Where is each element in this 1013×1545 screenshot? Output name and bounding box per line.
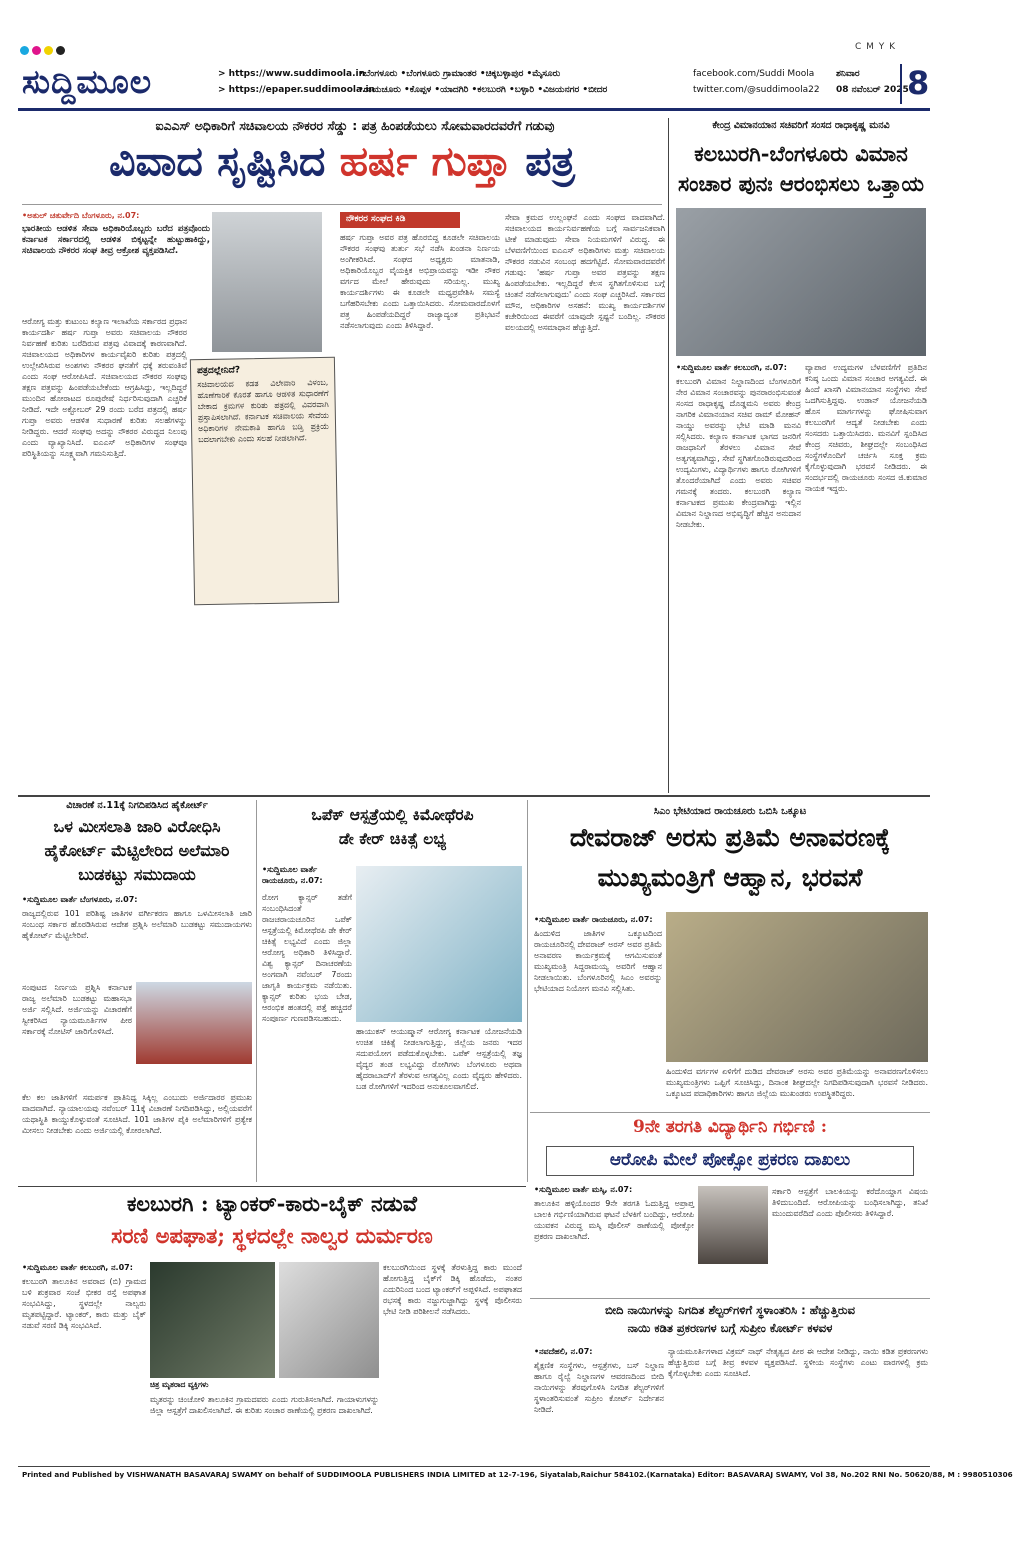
story4-text-1: ರೋಗ ಕ್ಯಾನ್ಸರ್ ತಡೆಗೆ ಸಂಬಂಧಿಸಿದಂತೆ ರಾಜಚರಾಯಚೂರಿನ ಒಪೆಕ್ ಆಸ್ಪತ್ರೆಯಲ್ಲಿ ಕಿಮೋಥೆರಪಿ ಡೇ ಕೇರ್ ಚಿಕಿತ್ಸೆ ಲಭ್ಯವಿದೆ ಎಂದು ಜಿಲ್ಲಾ ಆರೋಗ್ಯ ಅಧಿಕಾರಿ ತಿಳಿಸಿದ್ದಾರೆ. ವಿಶ್ವ ಕ್ಯಾನ್ಸರ್ ದಿನಾಚರಣೆಯ ಅಂಗವಾಗಿ ನವೆಂಬರ್ 7ರಂದು ಜಾಗೃತಿ ಕಾರ್ಯಕ್ರಮ ನಡೆಯಿತು. ಕ್ಯಾನ್ಸರ್ ಕುರಿತು ಭಯ ಬೇಡ, ಆರಂಭಿಕ ಹಂತದಲ್ಲಿ ಪತ್ತೆ ಹಚ್ಚಿದರೆ ಸಂಪೂರ್ಣ ಗುಣಪಡಿಸಬಹುದು.	[262, 893, 352, 1023]
editions-line-2: •ರಾಯಚೂರು •ಕೊಪ್ಪಳ •ಯಾದಗಿರಿ •ಕಲಬುರಗಿ •ಬಳ್ಳಾರಿ •ವಿಜಯನಗರ •ಬೀದರ	[358, 85, 608, 95]
story7-text-2: ಕಲಬುರಗಿಯಿಂದ ಸ್ಥಳಕ್ಕೆ ತೆರಳುತ್ತಿದ್ದ ಕಾರು ಮುಂದೆ ಹೋಗುತ್ತಿದ್ದ ಬೈಕ್‌ಗೆ ಡಿಕ್ಕಿ ಹೊಡೆದು, ನಂತರ ಎದುರಿನಿಂದ ಬಂದ ಟ್ಯಾಂಕರ್‌ಗೆ ಅಪ್ಪಳಿಸಿದೆ. ಅಪಘಾತದ ರಭಸಕ್ಕೆ ಕಾರು ನಜ್ಜುಗುಜ್ಜಾಗಿದ್ದು ಸ್ಥಳಕ್ಕೆ ಪೊಲೀಸರು ಭೇಟಿ ನೀಡಿ ಪರಿಶೀಲನೆ ನಡೆಸಿದರು.	[383, 1263, 522, 1316]
story2-photo	[676, 208, 926, 356]
story4-text-2: ಹಾಯುಕಸ್ ಆಯುಷ್ಮಾನ್ ಆರೋಗ್ಯ ಕರ್ನಾಟಕ ಯೋಜನೆಯಡಿ ಉಚಿತ ಚಿಕಿತ್ಸೆ ನೀಡಲಾಗುತ್ತಿದ್ದು, ಜಿಲ್ಲೆಯ ಜನರು ಇದರ ಸದುಪಯೋಗ ಪಡೆದುಕೊಳ್ಳಬೇಕು. ಒಪೆಕ್ ಆಸ್ಪತ್ರೆಯಲ್ಲಿ ತಜ್ಞ ವೈದ್ಯರ ತಂಡ ಲಭ್ಯವಿದ್ದು ರೋಗಿಗಳು ಬೆಂಗಳೂರು ಅಥವಾ ಹೈದರಾಬಾದ್‌ಗೆ ತೆರಳುವ ಅಗತ್ಯವಿಲ್ಲ ಎಂದು ವೈದ್ಯರು ಹೇಳಿದರು. ಬಡ ರೋಗಿಗಳಿಗೆ ಇದರಿಂದ ಅನುಕೂಲವಾಗಲಿದೆ.	[356, 1027, 522, 1091]
story7-caption: ಚಿತ್ರ ಮೃತರಾದ ವ್ಯಕ್ತಿಗಳು	[150, 1380, 209, 1389]
story4-photo	[356, 866, 522, 1022]
story1-kicker: ಐಎಎಸ್ ಅಧಿಕಾರಿಗೆ ಸಚಿವಾಲಯ ನೌಕರರ ಸೆಡ್ಡು : ಪತ್ರ ಹಿಂಪಡೆಯಲು ಸೋಮವಾರದವರೆಗೆ ಗಡುವು	[155, 118, 555, 133]
story1-headline-a: ವಿವಾದ ಸೃಷ್ಟಿಸಿದ	[109, 137, 340, 185]
story3-highcourt-photo	[136, 982, 252, 1064]
section-rule	[18, 1186, 526, 1187]
story1-sidebar-tag: ನೌಕರರ ಸಂಘದ ಕಿಡಿ	[340, 212, 460, 228]
story5-kicker: ಸಿಎಂ ಭೇಟಿಯಾದ ರಾಯಚೂರು ಒಬಿಸಿ ಒಕ್ಕೂಟ	[653, 806, 807, 817]
story6-headline-2: ಆರೋಪಿ ಮೇಲೆ ಪೋಕ್ಸೋ ಪ್ರಕರಣ ದಾಖಲು	[546, 1146, 914, 1176]
story6-text-1: ತಾಲೂಕಿನ ಹಳ್ಳಿಯೊಂದರ 9ನೇ ತರಗತಿ ಓದುತ್ತಿದ್ದ ಅಪ್ರಾಪ್ತ ಬಾಲಕಿ ಗರ್ಭಿಣಿಯಾಗಿರುವ ಘಟನೆ ಬೆಳಕಿಗೆ ಬಂದಿದ್ದು, ಆರೋಪಿ ಯುವಕನ ವಿರುದ್ಧ ಮಸ್ಕಿ ಪೊಲೀಸ್ ಠಾಣೆಯಲ್ಲಿ ಪೋಕ್ಸೋ ಪ್ರಕರಣ ದಾಖಲಾಗಿದೆ.	[534, 1199, 694, 1241]
story1-body-col3: ಸೇವಾ ಕ್ರಮದ ಉಲ್ಲಂಘನೆ ಎಂದು ಸಂಘದ ವಾದವಾಗಿದೆ. ಸಚಿವಾಲಯದ ಕಾರ್ಯನಿರ್ವಹಣೆಯ ಬಗ್ಗೆ ಸಾರ್ವಜನಿಕವಾಗಿ ಟೀಕೆ ಮಾಡುವುದು ಸೇವಾ ನಿಯಮಗಳಿಗೆ ವಿರುದ್ಧ. ಈ ಬೆಳವಣಿಗೆಯಿಂದ ಐಎಎಸ್ ಅಧಿಕಾರಿಗಳು ಮತ್ತು ಸಚಿವಾಲಯ ನೌಕರರ ನಡುವಿನ ಸಂಬಂಧ ಹದಗೆಟ್ಟಿದೆ. ಸೋಮವಾರದವರೆಗೆ ಗಡುವು: 'ಹರ್ಷ ಗುಪ್ತಾ ಅವರ ಪತ್ರವನ್ನು ತಕ್ಷಣ ಹಿಂಪಡೆಯಬೇಕು. ಇಲ್ಲದಿದ್ದರೆ ಕೆಲಸ ಸ್ಥಗಿತಗೊಳಿಸುವ ಬಗ್ಗೆ ಚಿಂತನೆ ನಡೆಸಲಾಗುವುದು' ಎಂದು ಸಂಘ ಎಚ್ಚರಿಸಿದೆ. ಸರ್ಕಾರದ ಮೌನ, ಅಧಿಕಾರಿಗಳ ಅಸಹನೆ: ಮುಖ್ಯ ಕಾರ್ಯದರ್ಶಿಗಳ ಕಚೇರಿಯಿಂದ ಈವರೆಗೆ ಯಾವುದೇ ಸ್ಪಷ್ಟನೆ ಬಂದಿಲ್ಲ. ನೌಕರರ ವಲಯದಲ್ಲಿ ಅಸಮಾಧಾನ ಹೆಚ್ಚುತ್ತಿದೆ.	[505, 213, 665, 332]
story2-body-col1: ಕಲಬುರಗಿ ವಿಮಾನ ನಿಲ್ದಾಣದಿಂದ ಬೆಂಗಳೂರಿಗೆ ನೇರ ವಿಮಾನ ಸಂಚಾರವನ್ನು ಪುನರಾರಂಭಿಸುವಂತೆ ಸಂಸದ ರಾಧಾಕೃಷ್ಣ ದೊಡ್ಡಮನಿ ಅವರು ಕೇಂದ್ರ ನಾಗರಿಕ ವಿಮಾನಯಾನ ಸಚಿವ ರಾಮ್ ಮೋಹನ್ ನಾಯ್ಡು ಅವರನ್ನು ಭೇಟಿ ಮಾಡಿ ಮನವಿ ಸಲ್ಲಿಸಿದರು. ಕಲ್ಯಾಣ ಕರ್ನಾಟಕ ಭಾಗದ ಜನರಿಗೆ ರಾಜಧಾನಿಗೆ ತೆರಳಲು ವಿಮಾನ ಸೇವೆ ಅತ್ಯಗತ್ಯವಾಗಿದ್ದು, ಸೇವೆ ಸ್ಥಗಿತಗೊಂಡಿರುವುದರಿಂದ ಉದ್ಯಮಿಗಳು, ವಿದ್ಯಾರ್ಥಿಗಳು ಹಾಗೂ ರೋಗಿಗಳಿಗೆ ತೊಂದರೆಯಾಗಿದೆ ಎಂದು ಅವರು ಸಚಿವರ ಗಮನಕ್ಕೆ ತಂದರು. ಕಲಬುರಗಿ ಕಲ್ಯಾಣ ಕರ್ನಾಟಕದ ಪ್ರಮುಖ ಕೇಂದ್ರವಾಗಿದ್ದು ಇಲ್ಲಿನ ವಿಮಾನ ನಿಲ್ದಾಣದ ಅಭಿವೃದ್ಧಿಗೆ ಹೆಚ್ಚಿನ ಅನುದಾನ ನೀಡಬೇಕು.	[676, 377, 801, 529]
story5-headline-2: ಮುಖ್ಯಮಂತ್ರಿಗೆ ಆಹ್ವಾನ, ಭರವಸೆ	[597, 863, 863, 892]
story1-caption-title: ಪತ್ರದಲ್ಲೇನಿದೆ?	[196, 365, 241, 377]
header-rule	[18, 108, 930, 111]
section-rule	[18, 795, 930, 797]
footer-rule	[18, 1466, 930, 1467]
story8-text-2: ನ್ಯಾಯಮೂರ್ತಿಗಳಾದ ವಿಕ್ರಮ್ ನಾಥ್ ನೇತೃತ್ವದ ಪೀಠ ಈ ಆದೇಶ ನೀಡಿದ್ದು, ನಾಯಿ ಕಡಿತ ಪ್ರಕರಣಗಳು ಹೆಚ್ಚುತ್ತಿರುವ ಬಗ್ಗೆ ತೀವ್ರ ಕಳವಳ ವ್ಯಕ್ತಪಡಿಸಿದೆ. ಸ್ಥಳೀಯ ಸಂಸ್ಥೆಗಳು ಎಂಟು ವಾರಗಳಲ್ಲಿ ಕ್ರಮ ಕೈಗೊಳ್ಳಬೇಕು ಎಂದು ಸೂಚಿಸಿದೆ.	[668, 1347, 928, 1378]
footer-imprint: Printed and Published by VISHWANATH BASAVARAJ SWAMY on behalf of SUDDIMOOLA PUBLISHERS INDIA LIMITED at 12-7-196, Siyatalab,Raichur 584102.(Karnataka) Editor: BASAVARAJ SWAMY, Vol 38, No.202 RNI No. 50620/88, M : 9980510306	[22, 1470, 1013, 1479]
story4-headline-2: ಡೇ ಕೇರ್ ಚಿಕಿತ್ಸೆ ಲಭ್ಯ	[338, 829, 447, 848]
story8-headline-2: ನಾಯಿ ಕಡಿತ ಪ್ರಕರಣಗಳ ಬಗ್ಗೆ ಸುಪ್ರೀಂ ಕೋರ್ಟ್ ಕಳವಳ	[627, 1321, 833, 1335]
story7-text-3: ಮೃತರನ್ನು ಚಿಂಚೋಳಿ ತಾಲೂಕಿನ ಗ್ರಾಮದವರು ಎಂದು ಗುರುತಿಸಲಾಗಿದೆ. ಗಾಯಾಳುಗಳನ್ನು ಜಿಲ್ಲಾ ಆಸ್ಪತ್ರೆಗೆ ದಾಖಲಿಸಲಾಗಿದೆ. ಈ ಕುರಿತು ಸಂಚಾರ ಠಾಣೆಯಲ್ಲಿ ಪ್ರಕರಣ ದಾಖಲಾಗಿದೆ.	[150, 1395, 379, 1415]
story3-text-1: ರಾಜ್ಯದಲ್ಲಿರುವ 101 ಪರಿಶಿಷ್ಟ ಜಾತಿಗಳ ವರ್ಗೀಕರಣ ಹಾಗೂ ಒಳಮೀಸಲಾತಿ ಜಾರಿ ಸಂಬಂಧ ಸರ್ಕಾರ ಹೊರಡಿಸಿರುವ ಆದೇಶ ಪ್ರಶ್ನಿಸಿ ಅಲೆಮಾರಿ ಬುಡಕಟ್ಟು ಸಮುದಾಯಗಳು ಹೈಕೋರ್ಟ್ ಮೆಟ್ಟಿಲೇರಿವೆ.	[22, 909, 252, 940]
col-divider	[668, 118, 669, 793]
page-number: 8	[900, 64, 930, 104]
story1-lead: ಭಾರತೀಯ ಆಡಳಿತ ಸೇವಾ ಅಧಿಕಾರಿಯೊಬ್ಬರು ಬರೆದ ಪತ್ರವೊಂದು ಕರ್ನಾಟಕ ಸರ್ಕಾರದಲ್ಲಿ ಆಡಳಿತ ಬಿಕ್ಕಟ್ಟನ್ನೇ ಹುಟ್ಟುಹಾಕಿದ್ದು, ಸಚಿವಾಲಯ ನೌಕರರ ಸಂಘ ತೀವ್ರ ಆಕ್ರೋಶ ವ್ಯಕ್ತಪಡಿಸಿದೆ.	[22, 224, 210, 256]
issue-day: ಶನಿವಾರ	[836, 69, 860, 79]
story2-headline-1: ಕಲಬುರಗಿ-ಬೆಂಗಳೂರು ವಿಮಾನ	[694, 141, 908, 166]
issue-date: 08 ನವೆಂಬರ್ 2025	[836, 85, 909, 95]
registration-dots	[20, 40, 100, 54]
story7-tanker-photo	[279, 1262, 379, 1378]
divider	[530, 1298, 930, 1299]
story3-headline-3: ಬುಡಕಟ್ಟು ಸಮುದಾಯ	[78, 865, 196, 884]
story5-text-1: ಹಿಂದುಳಿದ ಜಾತಿಗಳ ಒಕ್ಕೂಟದಿಂದ ರಾಯಚೂರಿನಲ್ಲಿ ದೇವರಾಜ್ ಅರಸ್ ಅವರ ಪ್ರತಿಮೆ ಅನಾವರಣ ಕಾರ್ಯಕ್ರಮಕ್ಕೆ ಆಗಮಿಸುವಂತೆ ಮುಖ್ಯಮಂತ್ರಿ ಸಿದ್ದರಾಮಯ್ಯ ಅವರಿಗೆ ಆಹ್ವಾನ ನೀಡಲಾಯಿತು. ಬೆಂಗಳೂರಿನಲ್ಲಿ ಸಿಎಂ ಅವರನ್ನು ಭೇಟಿಯಾದ ನಿಯೋಗ ಮನವಿ ಸಲ್ಲಿಸಿತು.	[534, 929, 662, 993]
story2-body-col2: ವ್ಯಾಪಾರ ಉದ್ಯಮಗಳ ಬೆಳವಣಿಗೆಗೆ ಪ್ರತಿದಿನ ಕನಿಷ್ಠ ಒಂದು ವಿಮಾನ ಸಂಚಾರ ಅಗತ್ಯವಿದೆ. ಈ ಹಿಂದೆ ಖಾಸಗಿ ವಿಮಾನಯಾನ ಸಂಸ್ಥೆಗಳು ಸೇವೆ ಒದಗಿಸುತ್ತಿದ್ದವು. ಉಡಾನ್ ಯೋಜನೆಯಡಿ ಹೊಸ ಮಾರ್ಗಗಳನ್ನು ಘೋಷಿಸುವಾಗ ಕಲಬುರಗಿಗೆ ಆದ್ಯತೆ ನೀಡಬೇಕು ಎಂದು ಸಂಸದರು ಒತ್ತಾಯಿಸಿದರು. ಮನವಿಗೆ ಸ್ಪಂದಿಸಿದ ಕೇಂದ್ರ ಸಚಿವರು, ಶೀಘ್ರದಲ್ಲೇ ಸಂಬಂಧಿಸಿದ ಸಂಸ್ಥೆಗಳೊಂದಿಗೆ ಚರ್ಚಿಸಿ ಸೂಕ್ತ ಕ್ರಮ ಕೈಗೊಳ್ಳುವುದಾಗಿ ಭರವಸೆ ನೀಡಿದರು. ಈ ಸಂದರ್ಭದಲ್ಲಿ ರಾಯಚೂರು ಸಂಸದ ಜಿ.ಕುಮಾರ ನಾಯಕ ಇದ್ದರು.	[805, 363, 927, 493]
divider	[22, 204, 662, 205]
story2-headline-2: ಸಂಚಾರ ಪುನಃ ಆರಂಭಿಸಲು ಒತ್ತಾಯ	[677, 171, 924, 196]
story5-byline: •ಸುದ್ದಿಮೂಲ ವಾರ್ತೆ ರಾಯಚೂರು, ನ.07:	[534, 915, 653, 924]
col-divider	[527, 800, 528, 1182]
twitter-link[interactable]: twitter.com/@suddimoola22	[693, 85, 820, 95]
story3-text-3: ಕೆಲ ಕಲ ಜಾತಿಗಳಿಗೆ ಸಮರ್ಪಕ ಪ್ರಾತಿನಿಧ್ಯ ಸಿಕ್ಕಿಲ್ಲ ಎಂಬುದು ಅರ್ಜಿದಾರರ ಪ್ರಮುಖ ವಾದವಾಗಿದೆ. ನ್ಯಾಯಾಲಯವು ನವೆಂಬರ್ 11ಕ್ಕೆ ವಿಚಾರಣೆ ನಿಗದಿಪಡಿಸಿದ್ದು, ಅಲ್ಲಿಯವರೆಗೆ ಯಥಾಸ್ಥಿತಿ ಕಾಯ್ದುಕೊಳ್ಳುವಂತೆ ಸೂಚಿಸಿದೆ. 101 ಜಾತಿಗಳ ಪೈಕಿ ಅಲೆಮಾರಿಗಳಿಗೆ ಪ್ರತ್ಯೇಕ ಮೀಸಲು ನೀಡಬೇಕು ಎಂದು ಅರ್ಜಿಯಲ್ಲಿ ಕೋರಲಾಗಿದೆ.	[22, 1093, 252, 1135]
story7-headline-2: ಸರಣಿ ಅಪಘಾತ; ಸ್ಥಳದಲ್ಲೇ ನಾಲ್ವರ ದುರ್ಮರಣ	[111, 1223, 433, 1248]
story8-text-1: ಶೈಕ್ಷಣಿಕ ಸಂಸ್ಥೆಗಳು, ಆಸ್ಪತ್ರೆಗಳು, ಬಸ್ ನಿಲ್ದಾಣ ಹಾಗೂ ರೈಲ್ವೆ ನಿಲ್ದಾಣಗಳ ಆವರಣದಿಂದ ಬೀದಿ ನಾಯಿಗಳನ್ನು ತೆರವುಗೊಳಿಸಿ ನಿಗದಿತ ಶೆಲ್ಟರ್‌ಗಳಿಗೆ ಸ್ಥಳಾಂತರಿಸುವಂತೆ ಸುಪ್ರೀಂ ಕೋರ್ಟ್ ನಿರ್ದೇಶನ ನೀಡಿದೆ.	[534, 1361, 664, 1414]
story1-body-col2: ಹರ್ಷ ಗುಪ್ತಾ ಅವರ ಪತ್ರ ಹೊರಬಿದ್ದ ಕೂಡಲೇ ಸಚಿವಾಲಯ ನೌಕರರ ಸಂಘವು ತುರ್ತು ಸಭೆ ನಡೆಸಿ ಖಂಡನಾ ನಿರ್ಣಯ ಅಂಗೀಕರಿಸಿದೆ. ಸಂಘದ ಅಧ್ಯಕ್ಷರು ಮಾತನಾಡಿ, ಅಧಿಕಾರಿಯೊಬ್ಬರ ವೈಯಕ್ತಿಕ ಅಭಿಪ್ರಾಯವನ್ನು ಇಡೀ ನೌಕರ ವರ್ಗದ ಮೇಲೆ ಹೇರುವುದು ಸರಿಯಲ್ಲ. ಮುಖ್ಯ ಕಾರ್ಯದರ್ಶಿಗಳು ಈ ಕೂಡಲೇ ಮಧ್ಯಪ್ರವೇಶಿಸಿ ಸಮಸ್ಯೆ ಬಗೆಹರಿಸಬೇಕು ಎಂದು ಒತ್ತಾಯಿಸಿದರು. ಸೋಮವಾರದೊಳಗೆ ಪತ್ರ ಹಿಂಪಡೆಯದಿದ್ದರೆ ರಾಜ್ಯಾದ್ಯಂತ ಪ್ರತಿಭಟನೆ ನಡೆಸಲಾಗುವುದು ಎಂದು ತಿಳಿಸಿದ್ದಾರೆ.	[340, 233, 500, 330]
cmyk-mark: C M Y K	[855, 42, 897, 52]
story7-byline: •ಸುದ್ದಿಮೂಲ ವಾರ್ತೆ ಕಲಬುರಗಿ, ನ.07:	[22, 1263, 133, 1272]
story1-caption-text: ಸಚಿವಾಲಯದ ಕಡತ ವಿಲೇವಾರಿ ವಿಳಂಬ, ಹೊಣೆಗಾರಿಕೆ ಕೊರತೆ ಹಾಗೂ ಆಡಳಿತ ಸುಧಾರಣೆಗೆ ಬೇಕಾದ ಕ್ರಮಗಳ ಕುರಿತು ಪತ್ರದಲ್ಲಿ ವಿವರವಾಗಿ ಪ್ರಸ್ತಾಪಿಸಲಾಗಿದೆ. ಕರ್ನಾಟಕ ಸಚಿವಾಲಯ ಸೇವೆಯ ಅಧಿಕಾರಿಗಳ ನೇಮಕಾತಿ ಹಾಗೂ ಬಡ್ತಿ ಪ್ರಕ್ರಿಯೆ ಬದಲಾಗಬೇಕು ಎಂದು ಸಲಹೆ ನೀಡಲಾಗಿದೆ.	[197, 377, 330, 445]
divider	[530, 1112, 930, 1113]
story1-byline: •ಅತುಲ್ ಚತುರ್ವೇದಿ ಬೆಂಗಳೂರು, ನ.07:	[22, 211, 140, 220]
facebook-link[interactable]: facebook.com/Suddi Moola	[693, 69, 815, 79]
masthead-logo: ಸುದ್ದಿಮೂಲ	[22, 62, 153, 101]
story1-body-col1: ಆರೋಗ್ಯ ಮತ್ತು ಕುಟುಂಬ ಕಲ್ಯಾಣ ಇಲಾಖೆಯ ಸರ್ಕಾರದ ಪ್ರಧಾನ ಕಾರ್ಯದರ್ಶಿ ಹರ್ಷ ಗುಪ್ತಾ ಅವರು ಸಚಿವಾಲಯ ನೌಕರರ ನಿರ್ವಹಣೆ ಕುರಿತು ಬರೆದಿರುವ ಪತ್ರವು ವಿವಾದಕ್ಕೆ ಕಾರಣವಾಗಿದೆ. ಸಚಿವಾಲಯದ ಅಧಿಕಾರಿಗಳ ಕಾರ್ಯವೈಖರಿ ಕುರಿತು ಪತ್ರದಲ್ಲಿ ಉಲ್ಲೇಖಿಸಿರುವ ಅಂಶಗಳು ನೌಕರರ ಘನತೆಗೆ ಧಕ್ಕೆ ತರುವಂತಿವೆ ಎಂದು ಸಂಘ ಆರೋಪಿಸಿದೆ. ಸಚಿವಾಲಯದ ನೌಕರರ ಸಂಘವು ತಕ್ಷಣ ಪತ್ರವನ್ನು ಹಿಂಪಡೆಯಬೇಕೆಂದು ಆಗ್ರಹಿಸಿದ್ದು, ಇಲ್ಲದಿದ್ದರೆ ಮುಂದಿನ ಹೋರಾಟದ ರೂಪುರೇಷೆ ನಿರ್ಧರಿಸುವುದಾಗಿ ಎಚ್ಚರಿಕೆ ನೀಡಿದೆ. ಇದೇ ಅಕ್ಟೋಬರ್ 29 ರಂದು ಬರೆದ ಪತ್ರದಲ್ಲಿ ಹರ್ಷ ಗುಪ್ತಾ ಅವರು ಆಡಳಿತ ಸುಧಾರಣೆ ಕುರಿತು ಸಲಹೆಗಳನ್ನು ನೀಡಿದ್ದರು. ಆದರೆ ಸಂಘವು ಅದನ್ನು ನೌಕರರ ವಿರುದ್ಧದ ನಿಲುವು ಎಂದು ವ್ಯಾಖ್ಯಾನಿಸಿದೆ. ಐಎಎಸ್ ಅಧಿಕಾರಿಗಳ ಸಂಘವೂ ಪರಿಸ್ಥಿತಿಯನ್ನು ಸೂಕ್ಷ್ಮವಾಗಿ ಗಮನಿಸುತ್ತಿದೆ.	[22, 317, 187, 458]
story6-text-2: ಸರ್ಕಾರಿ ಆಸ್ಪತ್ರೆಗೆ ಬಾಲಕಿಯನ್ನು ಕರೆದೊಯ್ದಾಗ ವಿಷಯ ತಿಳಿದುಬಂದಿದೆ. ಆರೋಪಿಯನ್ನು ಬಂಧಿಸಲಾಗಿದ್ದು, ತನಿಖೆ ಮುಂದುವರೆದಿದೆ ಎಂದು ಪೊಲೀಸರು ತಿಳಿಸಿದ್ದಾರೆ.	[772, 1187, 928, 1218]
story5-headline-1: ದೇವರಾಜ್ ಅರಸು ಪ್ರತಿಮೆ ಅನಾವರಣಕ್ಕೆ	[569, 823, 891, 852]
story2-kicker: ಕೇಂದ್ರ ವಿಮಾನಯಾನ ಸಚಿವರಿಗೆ ಸಂಸದ ರಾಧಾಕೃಷ್ಣ ಮನವಿ	[712, 120, 890, 131]
story2-byline: •ಸುದ್ದಿಮೂಲ ವಾರ್ತೆ ಕಲಬುರಗಿ, ನ.07:	[676, 363, 787, 372]
story8-byline: •ನವದೆಹಲಿ, ನ.07:	[534, 1347, 593, 1356]
story1-headline-c: ಪತ್ರ	[525, 137, 575, 185]
story5-text-2: ಹಿಂದುಳಿದ ವರ್ಗಗಳ ಏಳಿಗೆಗೆ ದುಡಿದ ದೇವರಾಜ್ ಅರಸು ಅವರ ಪ್ರತಿಮೆಯನ್ನು ಅನಾವರಣಗೊಳಿಸಲು ಮುಖ್ಯಮಂತ್ರಿಗಳು ಒಪ್ಪಿಗೆ ಸೂಚಿಸಿದ್ದು, ದಿನಾಂಕ ಶೀಘ್ರದಲ್ಲೇ ನಿಗದಿಪಡಿಸುವುದಾಗಿ ಭರವಸೆ ನೀಡಿದರು. ಒಕ್ಕೂಟದ ಪದಾಧಿಕಾರಿಗಳು ಹಾಗೂ ಜಿಲ್ಲೆಯ ಮುಖಂಡರು ಉಪಸ್ಥಿತರಿದ್ದರು.	[666, 1067, 928, 1098]
col-divider	[256, 800, 257, 1182]
story8-headline-1: ಬೀದಿ ನಾಯಿಗಳನ್ನು ನಿಗದಿತ ಶೆಲ್ಟರ್‌ಗಳಿಗೆ ಸ್ಥಳಾಂತರಿಸಿ : ಹೆಚ್ಚುತ್ತಿರುವ	[605, 1303, 855, 1317]
story7-crash-photo	[150, 1262, 275, 1378]
story4-byline: •ಸುದ್ದಿಮೂಲ ವಾರ್ತೆ ರಾಯಚೂರು, ನ.07:	[262, 865, 323, 885]
story1-portrait-photo	[212, 212, 322, 352]
story3-headline-2: ಹೈಕೋರ್ಟ್ ಮೆಟ್ಟಿಲೇರಿದ ಅಲೆಮಾರಿ	[44, 841, 230, 860]
story6-accused-photo	[698, 1186, 768, 1264]
epaper-link[interactable]: > https://epaper.suddimoola.in	[218, 85, 375, 95]
story4-headline-1: ಒಪೆಕ್ ಆಸ್ಪತ್ರೆಯಲ್ಲಿ ಕಿಮೋಥೆರಪಿ	[311, 805, 474, 824]
story1-headline-b: ಹರ್ಷ ಗುಪ್ತಾ	[339, 137, 526, 185]
story1-headline	[22, 138, 662, 200]
story3-headline-1: ಒಳ ಮೀಸಲಾತಿ ಜಾರಿ ವಿರೋಧಿಸಿ	[53, 817, 221, 836]
story7-headline-1: ಕಲಬುರಗಿ : ಟ್ಯಾಂಕರ್-ಕಾರು-ಬೈಕ್ ನಡುವೆ	[126, 1191, 418, 1216]
story3-kicker: ವಿಚಾರಣೆ ನ.11ಕ್ಕೆ ನಿಗದಿಪಡಿಸಿದ ಹೈಕೋರ್ಟ್	[66, 800, 208, 811]
story6-headline-1: 9ನೇ ತರಗತಿ ವಿದ್ಯಾರ್ಥಿನಿ ಗರ್ಭಿಣಿ :	[632, 1117, 827, 1137]
story3-text-2: ಸಂಪುಟದ ನಿರ್ಣಯ ಪ್ರಶ್ನಿಸಿ ಕರ್ನಾಟಕ ರಾಜ್ಯ ಅಲೆಮಾರಿ ಬುಡಕಟ್ಟು ಮಹಾಸಭಾ ಅರ್ಜಿ ಸಲ್ಲಿಸಿದೆ. ಅರ್ಜಿಯನ್ನು ವಿಚಾರಣೆಗೆ ಸ್ವೀಕರಿಸಿದ ನ್ಯಾಯಮೂರ್ತಿಗಳ ಪೀಠ ಸರ್ಕಾರಕ್ಕೆ ನೋಟಿಸ್ ಜಾರಿಗೊಳಿಸಿದೆ.	[22, 983, 132, 1036]
story3-byline: •ಸುದ್ದಿಮೂಲ ವಾರ್ತೆ ಬೆಂಗಳೂರು, ನ.07:	[22, 895, 138, 904]
story5-photo	[666, 912, 928, 1062]
website-link[interactable]: > https://www.suddimoola.in	[218, 69, 365, 79]
editions-line-1: •ಬೆಂಗಳೂರು •ಬೆಂಗಳೂರು ಗ್ರಾಮಾಂತರ •ಚಿಕ್ಕಬಳ್ಳಾಪುರ •ಮೈಸೂರು	[358, 69, 561, 79]
story7-text-1: ಕಲಬುರಗಿ ತಾಲೂಕಿನ ಅವರಾದ (ಬಿ) ಗ್ರಾಮದ ಬಳಿ ಶುಕ್ರವಾರ ಸಂಜೆ ಭೀಕರ ರಸ್ತೆ ಅಪಘಾತ ಸಂಭವಿಸಿದ್ದು, ಸ್ಥಳದಲ್ಲೇ ನಾಲ್ವರು ಮೃತಪಟ್ಟಿದ್ದಾರೆ. ಟ್ಯಾಂಕರ್, ಕಾರು ಮತ್ತು ಬೈಕ್ ನಡುವೆ ಸರಣಿ ಡಿಕ್ಕಿ ಸಂಭವಿಸಿದೆ.	[22, 1277, 146, 1330]
story1-caption-box	[190, 357, 339, 605]
story6-byline: •ಸುದ್ದಿಮೂಲ ವಾರ್ತೆ ಮಸ್ಕಿ, ನ.07:	[534, 1185, 633, 1194]
